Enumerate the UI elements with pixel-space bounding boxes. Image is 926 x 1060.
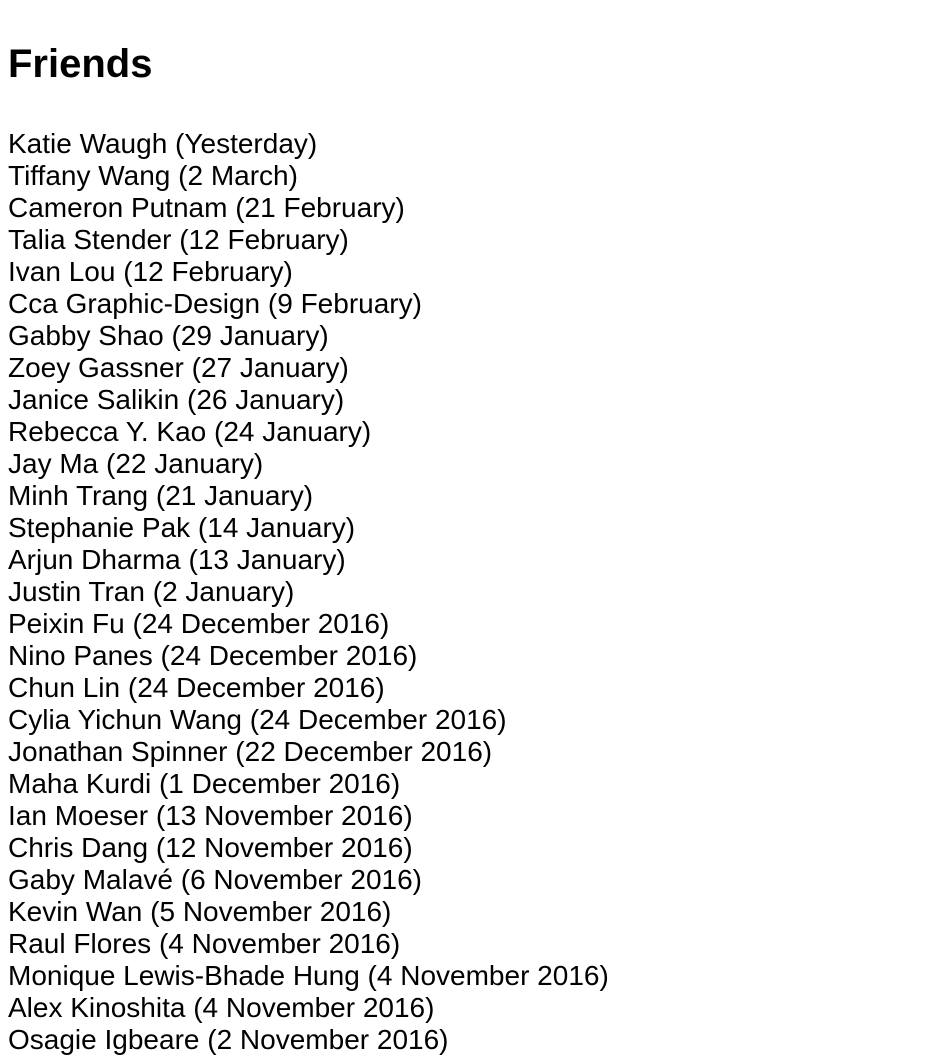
friend-list-item: Gaby Malavé (6 November 2016) [8, 864, 422, 895]
friend-name: Arjun Dharma [8, 544, 181, 575]
friend-date: 24 December 2016 [137, 672, 376, 703]
friend-list-item: Nino Panes (24 December 2016) [8, 640, 418, 671]
friend-list-item: Rebecca Y. Kao (24 January) [8, 416, 372, 447]
friend-date: 24 January [223, 416, 362, 447]
friend-list-item: Justin Tran (2 January) [8, 576, 295, 607]
friend-name: Minh Trang [8, 480, 149, 511]
friend-list-item: Katie Waugh (Yesterday) [8, 128, 318, 159]
friend-date: 24 December 2016 [141, 608, 380, 639]
friend-name: Alex Kinoshita [8, 992, 186, 1023]
friend-name: Gaby Malavé [8, 864, 173, 895]
friend-name: Ian Moeser [8, 800, 149, 831]
friend-date: 22 January [115, 448, 254, 479]
friend-date: 24 December 2016 [169, 640, 409, 671]
friend-name: Katie Waugh [8, 128, 168, 159]
friend-list-item: Maha Kurdi (1 December 2016) [8, 768, 401, 799]
friend-list-item: Cca Graphic-Design (9 February) [8, 288, 422, 319]
friend-date: 29 January [180, 320, 320, 351]
friend-name: Jay Ma [8, 448, 99, 479]
friend-name: Osagie Igbeare [8, 1024, 200, 1055]
friend-name: Nino Panes [8, 640, 153, 671]
friend-name: Chris Dang [8, 832, 149, 863]
friend-date: 1 December 2016 [168, 768, 391, 799]
friend-date: 5 November 2016 [159, 896, 383, 927]
friend-list-item: Gabby Shao (29 January) [8, 320, 329, 351]
friend-list-item: Arjun Dharma (13 January) [8, 544, 346, 575]
friend-list-item: Kevin Wan (5 November 2016) [8, 896, 392, 927]
friend-name: Peixin Fu [8, 608, 125, 639]
friend-list-item: Cylia Yichun Wang (24 December 2016) [8, 704, 507, 735]
friend-date: 2 November 2016 [216, 1024, 440, 1055]
friend-date: 12 February [132, 256, 284, 287]
friend-name: Gabby Shao [8, 320, 164, 351]
friend-date: 22 December 2016 [244, 736, 483, 767]
friend-name: Maha Kurdi [8, 768, 152, 799]
friend-date: 24 December 2016 [259, 704, 498, 735]
friend-list-item: Minh Trang (21 January) [8, 480, 314, 511]
friends-list [8, 128, 609, 1056]
friend-date: Yesterday [184, 128, 308, 159]
friend-name: Justin Tran [8, 576, 145, 607]
friend-date: 26 January [196, 384, 335, 415]
friend-date: 2 January [162, 576, 286, 607]
friend-date: 2 March [187, 160, 289, 191]
friend-date: 21 February [244, 192, 396, 223]
friend-name: Rebecca Y. Kao [8, 416, 207, 447]
friend-name: Chun Lin [8, 672, 121, 703]
friend-date: 6 November 2016 [190, 864, 413, 895]
friend-list-item: Zoey Gassner (27 January) [8, 352, 349, 383]
friend-name: Cylia Yichun Wang [8, 704, 242, 735]
friend-name: Raul Flores [8, 928, 152, 959]
friend-name: Cca Graphic-Design [8, 288, 261, 319]
friend-list-item: Ian Moeser (13 November 2016) [8, 800, 413, 831]
friend-list-item: Stephanie Pak (14 January) [8, 512, 356, 543]
friend-list-item: Cameron Putnam (21 February) [8, 192, 405, 223]
friend-name: Talia Stender [8, 224, 172, 255]
friend-date: 27 January [200, 352, 340, 383]
friend-list-item: Chris Dang (12 November 2016) [8, 832, 413, 863]
friend-list-item: Chun Lin (24 December 2016) [8, 672, 385, 703]
friend-name: Tiffany Wang [8, 160, 171, 191]
friend-name: Stephanie Pak [8, 512, 191, 543]
friend-date: 4 November 2016 [376, 960, 600, 991]
friend-date: 21 January [165, 480, 304, 511]
friend-name: Monique Lewis-Bhade Hung [8, 960, 360, 991]
friend-list-item: Ivan Lou (12 February) [8, 256, 293, 287]
friend-name: Jonathan Spinner [8, 736, 228, 767]
friend-name: Kevin Wan [8, 896, 143, 927]
friend-list-item: Tiffany Wang (2 March) [8, 160, 298, 191]
friend-name: Cameron Putnam [8, 192, 228, 223]
friend-list-item: Talia Stender (12 February) [8, 224, 349, 255]
friend-date: 12 February [188, 224, 340, 255]
friend-list-item: Peixin Fu (24 December 2016) [8, 608, 390, 639]
friend-list-item: Raul Flores (4 November 2016) [8, 928, 401, 959]
friend-date: 12 November 2016 [165, 832, 404, 863]
friend-name: Zoey Gassner [8, 352, 184, 383]
friend-date: 9 February [277, 288, 413, 319]
friend-list-item: Janice Salikin (26 January) [8, 384, 345, 415]
page-title: Friends [8, 42, 153, 86]
friend-list-item: Monique Lewis-Bhade Hung (4 November 2016) [8, 960, 609, 991]
friend-date: 13 January [197, 544, 337, 575]
friend-list-item: Osagie Igbeare (2 November 2016) [8, 1024, 449, 1055]
friend-name: Ivan Lou [8, 256, 116, 287]
friend-list-item: Alex Kinoshita (4 November 2016) [8, 992, 435, 1023]
friend-date: 4 November 2016 [202, 992, 426, 1023]
friend-date: 14 January [207, 512, 346, 543]
friend-list-item: Jay Ma (22 January) [8, 448, 264, 479]
friend-date: 4 November 2016 [168, 928, 391, 959]
friend-name: Janice Salikin [8, 384, 180, 415]
friend-list-item: Jonathan Spinner (22 December 2016) [8, 736, 493, 767]
friend-date: 13 November 2016 [165, 800, 404, 831]
